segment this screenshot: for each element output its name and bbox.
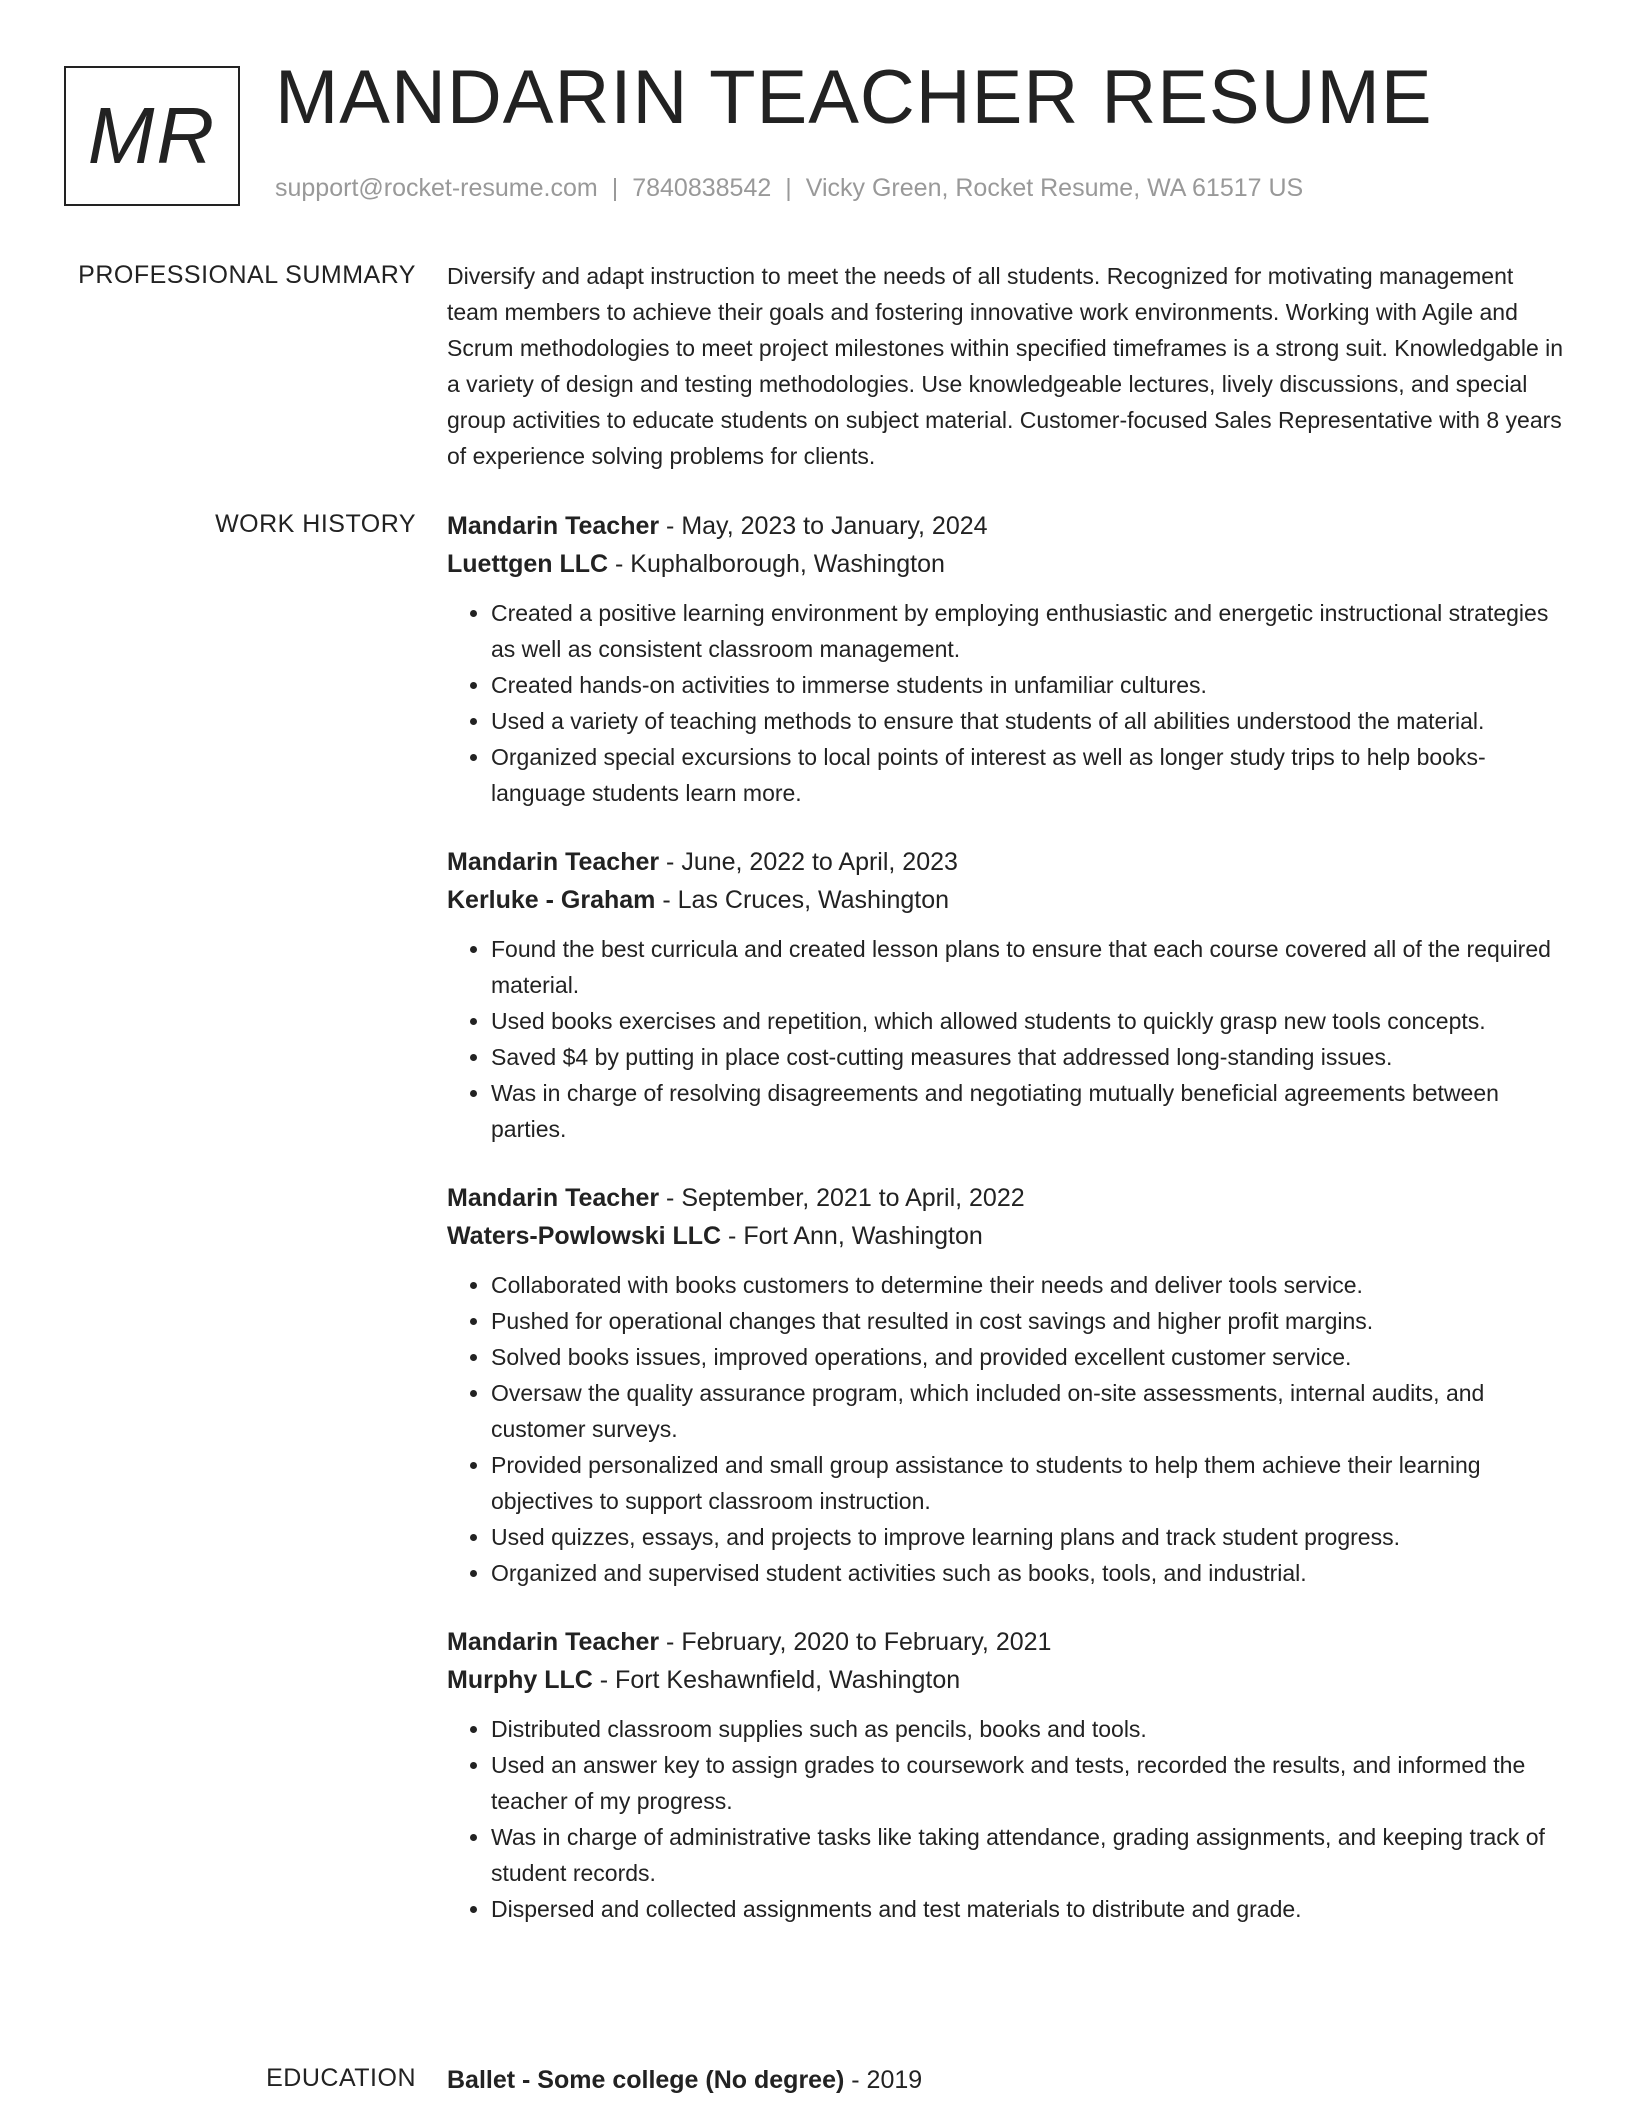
job-entry [447, 1623, 1567, 1927]
job-location: - Fort Ann, Washington [721, 1222, 983, 1250]
contact-separator: | [611, 174, 619, 202]
section-label-work-history: WORK HISTORY [215, 510, 416, 538]
monogram: MR [64, 66, 240, 206]
job-bullet: • Used a variety of teaching methods to ensure that students of all abilities understood the material. [491, 703, 1567, 739]
job-company-line [447, 1217, 1567, 1255]
contact-email: support@rocket-resume.com [275, 174, 598, 202]
job-dates: - May, 2023 to January, 2024 [659, 512, 988, 540]
job-title-line [447, 1179, 1567, 1217]
job-bullet: • Used quizzes, essays, and projects to improve learning plans and track student progress. [491, 1519, 1567, 1555]
job-bullet: • Provided personalized and small group assistance to students to help them achieve their learning objectives to support classroom instruction. [491, 1447, 1567, 1519]
job-title: Mandarin Teacher [447, 1628, 660, 1656]
job-company-line [447, 881, 1567, 919]
job-company: Kerluke - Graham [447, 886, 656, 914]
job-entry [447, 843, 1567, 1147]
job-location: - Fort Keshawnfield, Washington [592, 1666, 961, 1694]
job-company: Murphy LLC [447, 1666, 593, 1694]
job-bullets [447, 595, 1567, 811]
job-location: - Kuphalborough, Washington [608, 550, 945, 578]
job-entry [447, 507, 1567, 811]
education-degree: Ballet - Some college (No degree) [447, 2066, 845, 2094]
job-bullet: • Was in charge of resolving disagreements and negotiating mutually beneficial agreements between parties. [491, 1075, 1567, 1147]
job-company: Waters-Powlowski LLC [447, 1222, 722, 1250]
education-entry [447, 2061, 1567, 2099]
job-bullets [447, 1267, 1567, 1591]
contact-address: Vicky Green, Rocket Resume, WA 61517 US [805, 174, 1304, 202]
job-entry [447, 1179, 1567, 1591]
job-bullet: • Dispersed and collected assignments and test materials to distribute and grade. [491, 1891, 1567, 1927]
job-bullets [447, 931, 1567, 1147]
job-bullet: • Used an answer key to assign grades to coursework and tests, recorded the results, and informed the teacher of my progress. [491, 1747, 1567, 1819]
job-title-line [447, 843, 1567, 881]
contact-line [275, 174, 1303, 203]
job-company-line [447, 545, 1567, 583]
work-history-list [447, 507, 1567, 1959]
job-bullet: • Found the best curricula and created lesson plans to ensure that each course covered all of the required material. [491, 931, 1567, 1003]
job-company-line [447, 1661, 1567, 1699]
job-title: Mandarin Teacher [447, 512, 660, 540]
job-dates: - February, 2020 to February, 2021 [659, 1628, 1052, 1656]
job-bullet: • Was in charge of administrative tasks like taking attendance, grading assignments, and keeping track of student records. [491, 1819, 1567, 1891]
job-location: - Las Cruces, Washington [655, 886, 950, 914]
contact-phone: 7840838542 [632, 174, 772, 202]
job-bullet: • Organized special excursions to local points of interest as well as longer study trips to help books-language students learn more. [491, 739, 1567, 811]
education-year: - 2019 [844, 2066, 923, 2094]
section-label-education: EDUCATION [266, 2064, 416, 2092]
job-bullet: • Distributed classroom supplies such as pencils, books and tools. [491, 1711, 1567, 1747]
job-bullet: • Saved $4 by putting in place cost-cutting measures that addressed long-standing issues. [491, 1039, 1567, 1075]
job-bullet: • Collaborated with books customers to determine their needs and deliver tools service. [491, 1267, 1567, 1303]
summary-text: Diversify and adapt instruction to meet the needs of all students. Recognized for motivating management team members to achieve their goals and fostering innovative work environments. Working with Agile and Scrum methodologies to meet project milestones within specified timeframes is a strong suit. Knowledgable in a variety of design and testing methodologies. Use knowledgeable lectures, lively discussions, and special group activities to educate students on subject material. Customer-focused Sales Representative with 8 years of experience solving problems for clients. [447, 263, 1564, 469]
job-bullet: • Pushed for operational changes that resulted in cost savings and higher profit margins. [491, 1303, 1567, 1339]
job-bullets [447, 1711, 1567, 1927]
job-bullet: • Created a positive learning environment by employing enthusiastic and energetic instructional strategies as well as consistent classroom management. [491, 595, 1567, 667]
contact-separator: | [785, 174, 792, 202]
job-dates: - September, 2021 to April, 2022 [659, 1184, 1025, 1212]
job-title-line [447, 507, 1567, 545]
job-company: Luettgen LLC [447, 550, 609, 578]
job-dates: - June, 2022 to April, 2023 [659, 848, 958, 876]
job-title: Mandarin Teacher [447, 848, 660, 876]
job-bullet: • Used books exercises and repetition, which allowed students to quickly grasp new tools concepts. [491, 1003, 1567, 1039]
job-title-line [447, 1623, 1567, 1661]
job-bullet: • Solved books issues, improved operations, and provided excellent customer service. [491, 1339, 1567, 1375]
job-bullet: • Oversaw the quality assurance program, which included on-site assessments, internal audits, and customer surveys. [491, 1375, 1567, 1447]
job-title: Mandarin Teacher [447, 1184, 660, 1212]
job-bullet: • Created hands-on activities to immerse students in unfamiliar cultures. [491, 667, 1567, 703]
job-bullet: • Organized and supervised student activities such as books, tools, and industrial. [491, 1555, 1567, 1591]
page-title: MANDARIN TEACHER RESUME [275, 55, 1433, 140]
section-label-summary: PROFESSIONAL SUMMARY [78, 261, 416, 289]
